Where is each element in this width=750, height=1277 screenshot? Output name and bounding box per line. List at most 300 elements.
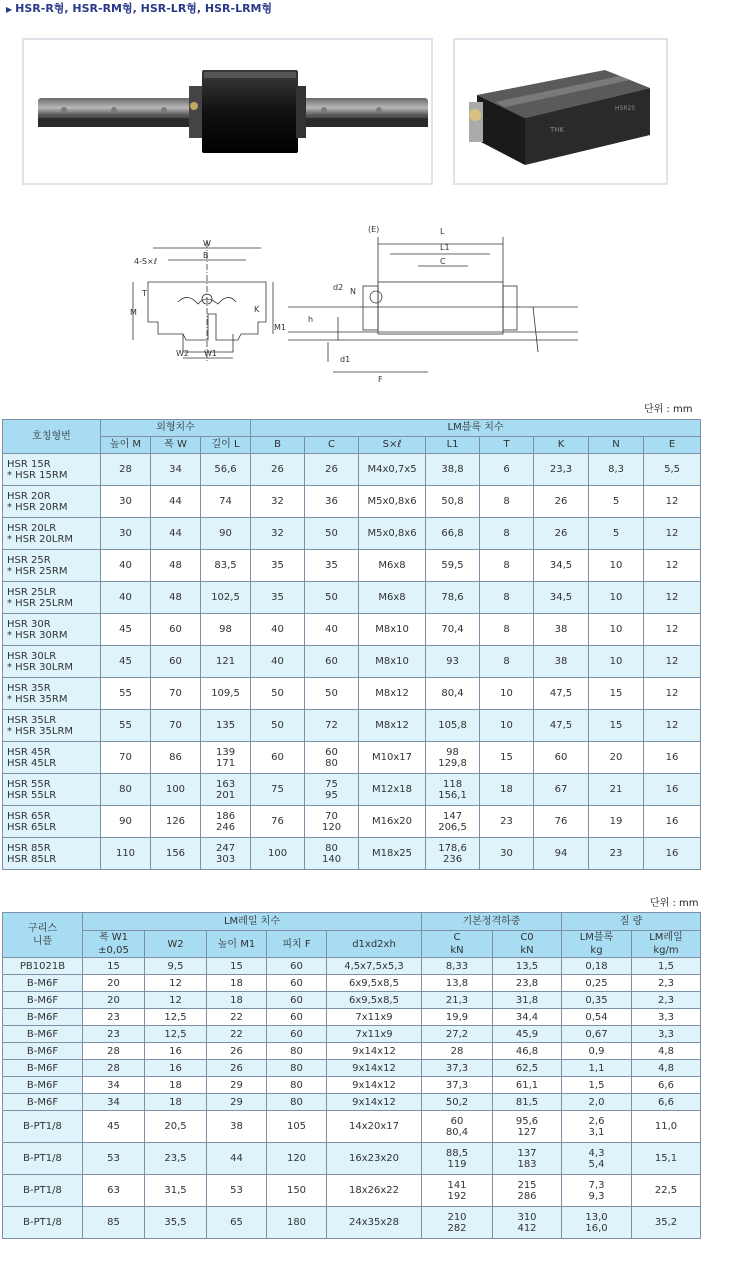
diagram-label: d2 (333, 283, 344, 292)
grease-nipple-cell: B-M6F (3, 1026, 83, 1043)
table-cell: 12,5 (145, 1009, 207, 1026)
table-cell: 15 (83, 958, 145, 975)
diagram-label: W2 (176, 349, 189, 358)
rail-load-mass-table (2, 912, 701, 1239)
photo-rail (22, 38, 433, 185)
table-cell: 178,6 236 (426, 838, 480, 870)
table-cell: 60 (251, 742, 305, 774)
table-cell: 15 (480, 742, 534, 774)
grease-nipple-cell: B-M6F (3, 992, 83, 1009)
table-cell: 50 (305, 518, 359, 550)
table-cell: 23,3 (534, 454, 589, 486)
table-cell: 105 (267, 1111, 327, 1143)
table-cell: 18 (207, 992, 267, 1009)
table-cell: 9x14x12 (327, 1094, 422, 1111)
table-cell: 8 (480, 614, 534, 646)
table-cell: 15 (589, 710, 644, 742)
table-cell: 21,3 (422, 992, 493, 1009)
table-cell: 13,8 (422, 975, 493, 992)
table-cell: 0,25 (562, 975, 632, 992)
table-cell: 50,8 (426, 486, 480, 518)
table-cell: 10 (589, 550, 644, 582)
table-cell: 6x9,5x8,5 (327, 975, 422, 992)
table-cell: 23,8 (493, 975, 562, 992)
table-cell: 34,5 (534, 550, 589, 582)
table-cell: 65 (207, 1207, 267, 1239)
table-cell: 12 (644, 518, 701, 550)
table-cell: 5 (589, 486, 644, 518)
table-cell: 80 (267, 1043, 327, 1060)
table-cell: 8,3 (589, 454, 644, 486)
column-header: 높이 M1 (207, 931, 267, 958)
table-cell: 60 80 (305, 742, 359, 774)
table-cell: 48 (151, 550, 201, 582)
table-cell: 80 (267, 1077, 327, 1094)
table-cell: 20 (83, 992, 145, 1009)
table-cell: 19 (589, 806, 644, 838)
table-cell: M4x0,7x5 (359, 454, 426, 486)
table-cell: 6 (480, 454, 534, 486)
column-header: 폭 W (151, 437, 201, 454)
table-cell: 8 (480, 550, 534, 582)
column-header: K (534, 437, 589, 454)
diagram-label: C (440, 257, 446, 266)
table-cell: 60 (151, 646, 201, 678)
table-cell: 100 (151, 774, 201, 806)
table-row (3, 1077, 701, 1094)
diagram-label: L1 (440, 243, 450, 252)
table-cell: 18 (145, 1094, 207, 1111)
table-cell: 18 (145, 1077, 207, 1094)
table-cell: 20 (589, 742, 644, 774)
table-cell: 9x14x12 (327, 1060, 422, 1077)
table-cell: M16x20 (359, 806, 426, 838)
table-row (3, 992, 701, 1009)
diagram-label: M1 (274, 323, 286, 332)
table-cell: 7x11x9 (327, 1009, 422, 1026)
table-cell: 26 (207, 1060, 267, 1077)
table-cell: 10 (589, 614, 644, 646)
table-cell: 63 (83, 1175, 145, 1207)
table-cell: 55 (101, 678, 151, 710)
table-cell: 70 (151, 678, 201, 710)
table-row (3, 1143, 701, 1175)
table-cell: 78,6 (426, 582, 480, 614)
model-cell: HSR 30R * HSR 30RM (3, 614, 101, 646)
header-rail-dimensions: LM레일 치수 (83, 913, 422, 931)
table-cell: 10 (480, 710, 534, 742)
table1-unit: 단위 : mm (644, 404, 693, 415)
diagram-label: T (142, 289, 147, 298)
table-cell: 150 (267, 1175, 327, 1207)
table-cell: 310 412 (493, 1207, 562, 1239)
model-cell: HSR 35LR * HSR 35LRM (3, 710, 101, 742)
model-cell: HSR 20LR * HSR 20LRM (3, 518, 101, 550)
table-cell: 16x23x20 (327, 1143, 422, 1175)
column-header: 높이 M (101, 437, 151, 454)
column-header: L1 (426, 437, 480, 454)
diagram-label: L (440, 227, 445, 236)
table-cell: 15 (207, 958, 267, 975)
table-row (3, 710, 701, 742)
table-cell: 74 (201, 486, 251, 518)
table-cell: 30 (101, 518, 151, 550)
table-row (3, 838, 701, 870)
table-cell: 80 140 (305, 838, 359, 870)
table-cell: 28 (83, 1043, 145, 1060)
table-cell: 56,6 (201, 454, 251, 486)
table-cell: 70 (151, 710, 201, 742)
diagram-label: B (203, 251, 209, 260)
table-cell: 45 (83, 1111, 145, 1143)
table-cell: 40 (305, 614, 359, 646)
table-cell: 9x14x12 (327, 1043, 422, 1060)
table-cell: 10 (480, 678, 534, 710)
table-cell: 70 120 (305, 806, 359, 838)
table-cell: 12 (644, 550, 701, 582)
table-cell: 126 (151, 806, 201, 838)
table-cell: 0,67 (562, 1026, 632, 1043)
table-row (3, 454, 701, 486)
column-header: S×ℓ (359, 437, 426, 454)
table-cell: 13,0 16,0 (562, 1207, 632, 1239)
table-cell: 60 80,4 (422, 1111, 493, 1143)
table-cell: 23,5 (145, 1143, 207, 1175)
table-cell: 186 246 (201, 806, 251, 838)
diagram-label: M (130, 308, 137, 317)
column-header: LM레일 kg/m (632, 931, 701, 958)
table-cell: M6x8 (359, 582, 426, 614)
table-cell: 66,8 (426, 518, 480, 550)
table-cell: 80 (267, 1060, 327, 1077)
table-row (3, 1043, 701, 1060)
table-cell: 8,33 (422, 958, 493, 975)
grease-nipple-cell: B-PT1/8 (3, 1111, 83, 1143)
diagram-label: N (350, 287, 356, 296)
table-cell: 83,5 (201, 550, 251, 582)
table-row (3, 646, 701, 678)
header-block-dimensions: LM블록 치수 (251, 420, 701, 437)
table-cell: 93 (426, 646, 480, 678)
diagram-label: d1 (340, 355, 351, 364)
column-header: d1xd2xh (327, 931, 422, 958)
table-cell: 98 129,8 (426, 742, 480, 774)
table-cell: 30 (101, 486, 151, 518)
column-header: N (589, 437, 644, 454)
table-cell: 86 (151, 742, 201, 774)
table-row (3, 1060, 701, 1077)
table-cell: 31,5 (145, 1175, 207, 1207)
table-row (3, 1009, 701, 1026)
table-cell: 37,3 (422, 1060, 493, 1077)
table-cell: M8x12 (359, 678, 426, 710)
table-cell: 70,4 (426, 614, 480, 646)
table-cell: 60 (267, 975, 327, 992)
table-cell: 30 (480, 838, 534, 870)
table-cell: 163 201 (201, 774, 251, 806)
table-cell: 11,0 (632, 1111, 701, 1143)
table-cell: 50 (305, 582, 359, 614)
column-header: C kN (422, 931, 493, 958)
table-cell: 0,18 (562, 958, 632, 975)
table-cell: 35 (251, 550, 305, 582)
table-cell: 180 (267, 1207, 327, 1239)
table-cell: 40 (101, 582, 151, 614)
table-cell: 4,3 5,4 (562, 1143, 632, 1175)
table-cell: 102,5 (201, 582, 251, 614)
header-basic-load-rating: 기본정격하중 (422, 913, 562, 931)
header-model: 호칭형번 (3, 420, 101, 454)
table-cell: 60 (267, 1026, 327, 1043)
table-cell: 12 (644, 710, 701, 742)
table-cell: 38 (534, 646, 589, 678)
table-cell: 70 (101, 742, 151, 774)
table-cell: 28 (422, 1043, 493, 1060)
table-cell: 37,3 (422, 1077, 493, 1094)
table-row (3, 1175, 701, 1207)
table-cell: 12,5 (145, 1026, 207, 1043)
table-cell: 15 (589, 678, 644, 710)
table-cell: 10 (589, 646, 644, 678)
model-cell: HSR 45R HSR 45LR (3, 742, 101, 774)
column-header: 폭 W1 ±0,05 (83, 931, 145, 958)
table-cell: 139 171 (201, 742, 251, 774)
table-cell: 18 (480, 774, 534, 806)
column-header: E (644, 437, 701, 454)
table-cell: 18x26x22 (327, 1175, 422, 1207)
table-cell: 31,8 (493, 992, 562, 1009)
table-cell: 8 (480, 518, 534, 550)
grease-nipple-cell: B-M6F (3, 1043, 83, 1060)
grease-nipple-cell: PB1021B (3, 958, 83, 975)
table-cell: 1,1 (562, 1060, 632, 1077)
grease-nipple-cell: B-PT1/8 (3, 1175, 83, 1207)
table-cell: 28 (83, 1060, 145, 1077)
header-grease-nipple: 구리스 니플 (3, 913, 83, 958)
diagram-label: W (203, 239, 211, 248)
table-cell: 26 (207, 1043, 267, 1060)
table-row (3, 582, 701, 614)
table-cell: 6x9,5x8,5 (327, 992, 422, 1009)
table-cell: 4,8 (632, 1060, 701, 1077)
table-cell: 9,5 (145, 958, 207, 975)
table-cell: 12 (644, 486, 701, 518)
table-cell: 60 (151, 614, 201, 646)
table-cell: 53 (83, 1143, 145, 1175)
table-cell: 23 (83, 1009, 145, 1026)
photo-block (453, 38, 668, 185)
table-cell: 0,9 (562, 1043, 632, 1060)
table-cell: 60 (305, 646, 359, 678)
table-cell: 53 (207, 1175, 267, 1207)
table-cell: 24x35x28 (327, 1207, 422, 1239)
table-cell: 2,0 (562, 1094, 632, 1111)
table-cell: 48 (151, 582, 201, 614)
triangle-bullet-icon: ▶ (6, 5, 13, 14)
table-cell: 137 183 (493, 1143, 562, 1175)
table-cell: 22,5 (632, 1175, 701, 1207)
table-cell: 60 (534, 742, 589, 774)
table-cell: 8 (480, 486, 534, 518)
table-cell: 12 (644, 646, 701, 678)
table-row (3, 518, 701, 550)
table-cell: 22 (207, 1026, 267, 1043)
table-cell: 120 (267, 1143, 327, 1175)
table-cell: 44 (151, 518, 201, 550)
table-cell: 20 (83, 975, 145, 992)
column-header: C0 kN (493, 931, 562, 958)
table-cell: 34 (83, 1077, 145, 1094)
column-header: B (251, 437, 305, 454)
table-cell: 47,5 (534, 710, 589, 742)
table-cell: 81,5 (493, 1094, 562, 1111)
table-cell: 7,3 9,3 (562, 1175, 632, 1207)
grease-nipple-cell: B-M6F (3, 975, 83, 992)
table-cell: 90 (101, 806, 151, 838)
model-cell: HSR 65R HSR 65LR (3, 806, 101, 838)
table-cell: 29 (207, 1077, 267, 1094)
table-cell: 44 (207, 1143, 267, 1175)
grease-nipple-cell: B-M6F (3, 1060, 83, 1077)
table-cell: 147 206,5 (426, 806, 480, 838)
table-cell: 12 (644, 582, 701, 614)
grease-nipple-cell: B-M6F (3, 1009, 83, 1026)
table-row (3, 975, 701, 992)
table-cell: 80,4 (426, 678, 480, 710)
table-cell: 76 (251, 806, 305, 838)
table-cell: 45 (101, 614, 151, 646)
table-cell: 141 192 (422, 1175, 493, 1207)
table-cell: 32 (251, 486, 305, 518)
column-header: T (480, 437, 534, 454)
table-cell: 76 (534, 806, 589, 838)
table-cell: M18x25 (359, 838, 426, 870)
table-cell: 12 (145, 992, 207, 1009)
table-cell: 29 (207, 1094, 267, 1111)
table-cell: 60 (267, 958, 327, 975)
model-cell: HSR 85R HSR 85LR (3, 838, 101, 870)
table-cell: 34,4 (493, 1009, 562, 1026)
diagram-label: (E) (368, 225, 380, 234)
table-cell: 34 (151, 454, 201, 486)
lm-block-photo (455, 40, 666, 183)
table-cell: 9x14x12 (327, 1077, 422, 1094)
table-cell: 40 (101, 550, 151, 582)
header-mass: 질 량 (562, 913, 701, 931)
table-cell: 95,6 127 (493, 1111, 562, 1143)
table-cell: 16 (644, 742, 701, 774)
table-cell: 121 (201, 646, 251, 678)
page-title-text: HSR-R형, HSR-RM형, HSR-LR형, HSR-LRM형 (15, 2, 273, 15)
diagram-label: W1 (204, 349, 217, 358)
table-cell: 28 (101, 454, 151, 486)
table-cell: 85 (83, 1207, 145, 1239)
table-cell: 156 (151, 838, 201, 870)
table-row (3, 958, 701, 975)
table-row (3, 742, 701, 774)
table-cell: 72 (305, 710, 359, 742)
table-cell: 35 (305, 550, 359, 582)
table-row (3, 678, 701, 710)
table-cell: 2,3 (632, 992, 701, 1009)
table-cell: 45 (101, 646, 151, 678)
table-cell: M12x18 (359, 774, 426, 806)
table-cell: 247 303 (201, 838, 251, 870)
diagram-label: K (254, 305, 260, 314)
table-cell: 35,5 (145, 1207, 207, 1239)
page-title (6, 0, 272, 16)
table-cell: 38 (207, 1111, 267, 1143)
model-cell: HSR 15R * HSR 15RM (3, 454, 101, 486)
table-row (3, 1111, 701, 1143)
column-header: C (305, 437, 359, 454)
column-header: 길이 L (201, 437, 251, 454)
table-cell: 90 (201, 518, 251, 550)
table-cell: 6,6 (632, 1077, 701, 1094)
column-header: W2 (145, 931, 207, 958)
lm-block-dimension-table (2, 419, 701, 870)
table-cell: 46,8 (493, 1043, 562, 1060)
table-cell: 35,2 (632, 1207, 701, 1239)
table-cell: 75 95 (305, 774, 359, 806)
table-cell: 0,35 (562, 992, 632, 1009)
grease-nipple-cell: B-PT1/8 (3, 1143, 83, 1175)
table-cell: 16 (145, 1043, 207, 1060)
svg-text:THK: THK (550, 126, 565, 134)
table-cell: 60 (267, 992, 327, 1009)
table-cell: 105,8 (426, 710, 480, 742)
table-cell: 23 (589, 838, 644, 870)
table-cell: 45,9 (493, 1026, 562, 1043)
svg-text:HSR25: HSR25 (615, 105, 636, 112)
table-cell: 80 (101, 774, 151, 806)
table-cell: 18 (207, 975, 267, 992)
table-cell: 2,6 3,1 (562, 1111, 632, 1143)
table-cell: 67 (534, 774, 589, 806)
table-cell: 26 (534, 518, 589, 550)
table-cell: 44 (151, 486, 201, 518)
table-cell: 15,1 (632, 1143, 701, 1175)
table-cell: 34,5 (534, 582, 589, 614)
table-cell: 94 (534, 838, 589, 870)
linear-guide-rail-photo (24, 40, 431, 183)
table-row (3, 806, 701, 838)
table-cell: 0,54 (562, 1009, 632, 1026)
table-cell: 210 282 (422, 1207, 493, 1239)
table-cell: 12 (644, 678, 701, 710)
table-cell: 13,5 (493, 958, 562, 975)
table-cell: 23 (83, 1026, 145, 1043)
table-cell: 32 (251, 518, 305, 550)
table-cell: 1,5 (632, 958, 701, 975)
table-row (3, 486, 701, 518)
table-row (3, 614, 701, 646)
table-cell: 40 (251, 646, 305, 678)
table-cell: 61,1 (493, 1077, 562, 1094)
table-row (3, 550, 701, 582)
table-cell: 35 (251, 582, 305, 614)
table-cell: 88,5 119 (422, 1143, 493, 1175)
table-cell: 6,6 (632, 1094, 701, 1111)
table-cell: 7x11x9 (327, 1026, 422, 1043)
table-cell: 23 (480, 806, 534, 838)
table-cell: 5 (589, 518, 644, 550)
table-cell: 5,5 (644, 454, 701, 486)
table-cell: 26 (251, 454, 305, 486)
header-outer-dimensions: 외형치수 (101, 420, 251, 437)
table-cell: 2,3 (632, 975, 701, 992)
column-header: LM블록 kg (562, 931, 632, 958)
